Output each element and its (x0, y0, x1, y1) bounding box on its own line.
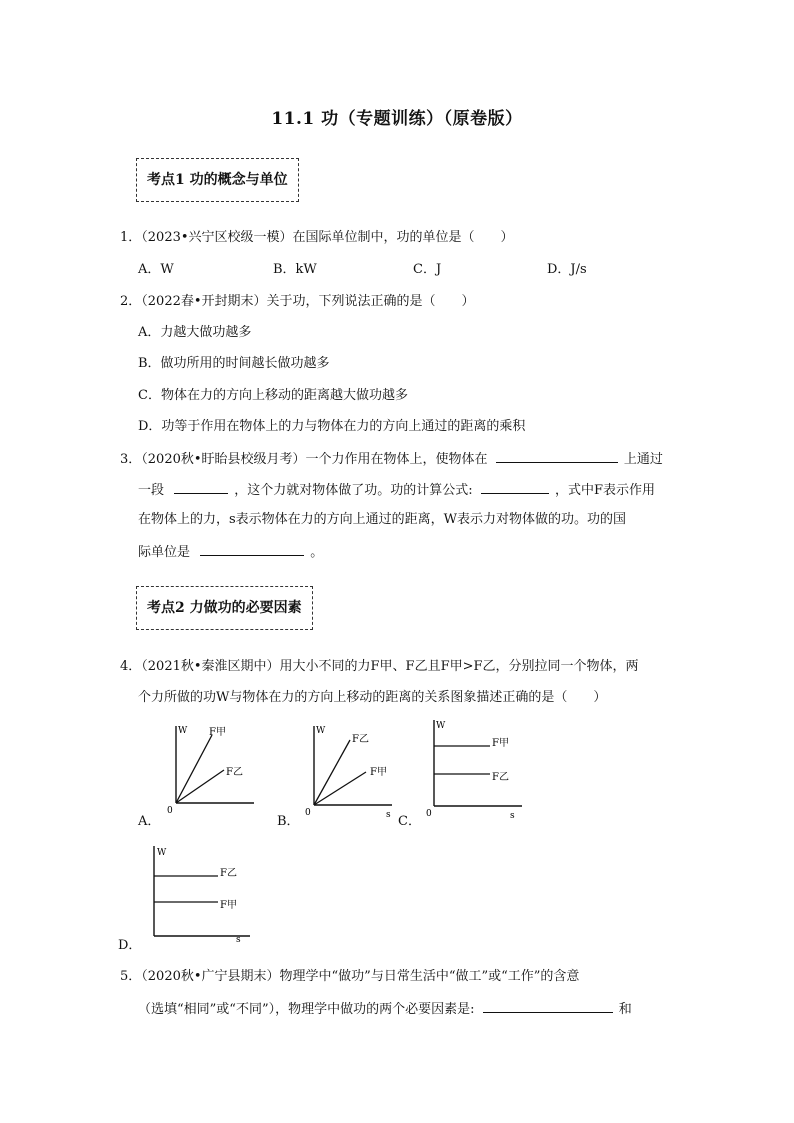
page-title: 11.1 功（专题训练）（原卷版） (271, 109, 523, 129)
q4-option-b-letter: B． (277, 814, 300, 829)
question-5-line-2 (138, 998, 632, 1020)
origin-label: 0 (305, 808, 311, 818)
question-2-stem: 2．（2022春•开封期末）关于功，下列说法正确的是（ ） (120, 294, 475, 309)
q2-option-a: A．力越大做功越多 (138, 325, 252, 340)
q3-blank-4 (200, 541, 304, 556)
q3-text-4b: 。 (310, 545, 324, 560)
q1-option-b: B．kW (273, 262, 317, 277)
label-f-jia: F甲 (209, 727, 226, 738)
question-3-line-4 (138, 541, 323, 563)
label-f-yi: F乙 (220, 868, 237, 879)
q4-graph-c (424, 716, 528, 822)
q1-option-d: D．J/s (547, 262, 587, 277)
question-3-line-3: 在物体上的力，s表示物体在力的方向上通过的距离，W表示力对物体做的功。功的国 (138, 512, 627, 527)
question-3-line-1 (120, 448, 663, 470)
origin-label: 0 (426, 809, 432, 819)
q4-graph-a (162, 720, 262, 820)
w-axis-label: W (178, 726, 188, 736)
q3-text-2c: ，式中F表示作用 (554, 483, 655, 498)
question-1-stem: 1．（2023•兴宁区校级一模）在国际单位制中，功的单位是（ ） (120, 230, 514, 245)
q4-graph-b (300, 720, 400, 820)
line-f-jia (176, 735, 212, 803)
w-axis-label: W (436, 721, 446, 731)
q3-blank-3 (481, 479, 549, 494)
label-f-jia: F甲 (220, 900, 237, 911)
label-f-jia: F甲 (492, 738, 509, 749)
q3-text-1a: 3．（2020秋•盱眙县校级月考）一个力作用在物体上，使物体在 (120, 452, 488, 467)
q5-text-2b: 和 (618, 1002, 632, 1017)
q3-text-2a: 一段 (138, 483, 165, 498)
w-axis-label: W (316, 726, 326, 736)
q3-blank-1 (496, 448, 618, 463)
line-f-yi (176, 770, 224, 803)
q4-option-d-letter: D． (118, 938, 142, 953)
q3-text-4a: 际单位是 (138, 545, 191, 560)
s-axis-label: s (386, 810, 391, 820)
label-f-yi: F乙 (352, 734, 369, 745)
question-4-line-1: 4．（2021秋•秦淮区期中）用大小不同的力F甲、F乙且F甲>F乙，分别拉同一个物体，两 (120, 659, 639, 674)
q4-option-c-letter: C． (398, 814, 421, 829)
q2-option-c: C．物体在力的方向上移动的距离越大做功越多 (138, 388, 408, 403)
q1-option-a: A．W (138, 262, 174, 277)
s-axis-label: s (510, 811, 515, 821)
line-f-jia (314, 772, 366, 805)
topic-box-2: 考点2 力做功的必要因素 (136, 586, 313, 630)
q5-text-2a: （选填“相同”或“不同”），物理学中做功的两个必要因素是: (138, 1002, 475, 1017)
q3-text-2b: ，这个力就对物体做了功。功的计算公式: (234, 483, 473, 498)
q2-option-d: D．功等于作用在物体上的力与物体在力的方向上通过的距离的乘积 (138, 419, 526, 434)
q4-graph-d (146, 842, 254, 946)
origin-label: 0 (167, 806, 173, 816)
q1-option-c: C．J (413, 262, 442, 277)
topic-box-1: 考点1 功的概念与单位 (136, 158, 299, 202)
label-f-yi: F乙 (492, 772, 509, 783)
question-3-line-2 (138, 479, 655, 501)
label-f-jia: F甲 (370, 767, 387, 778)
line-f-yi (314, 740, 350, 805)
question-5-line-1: 5．（2020秋•广宁县期末）物理学中“做功”与日常生活中“做工”或“工作”的含意 (120, 969, 580, 984)
s-axis-label: s (236, 935, 241, 945)
q2-option-b: B．做功所用的时间越长做功越多 (138, 356, 330, 371)
question-4-line-2: 个力所做的功W与物体在力的方向上移动的距离的关系图象描述正确的是（ ） (138, 690, 607, 705)
w-axis-label: W (157, 848, 167, 858)
q3-text-1b: 上通过 (623, 452, 663, 467)
q3-blank-2 (174, 479, 228, 494)
q5-blank-1 (483, 998, 613, 1013)
q4-option-a-letter: A． (138, 814, 161, 829)
label-f-yi: F乙 (226, 767, 243, 778)
